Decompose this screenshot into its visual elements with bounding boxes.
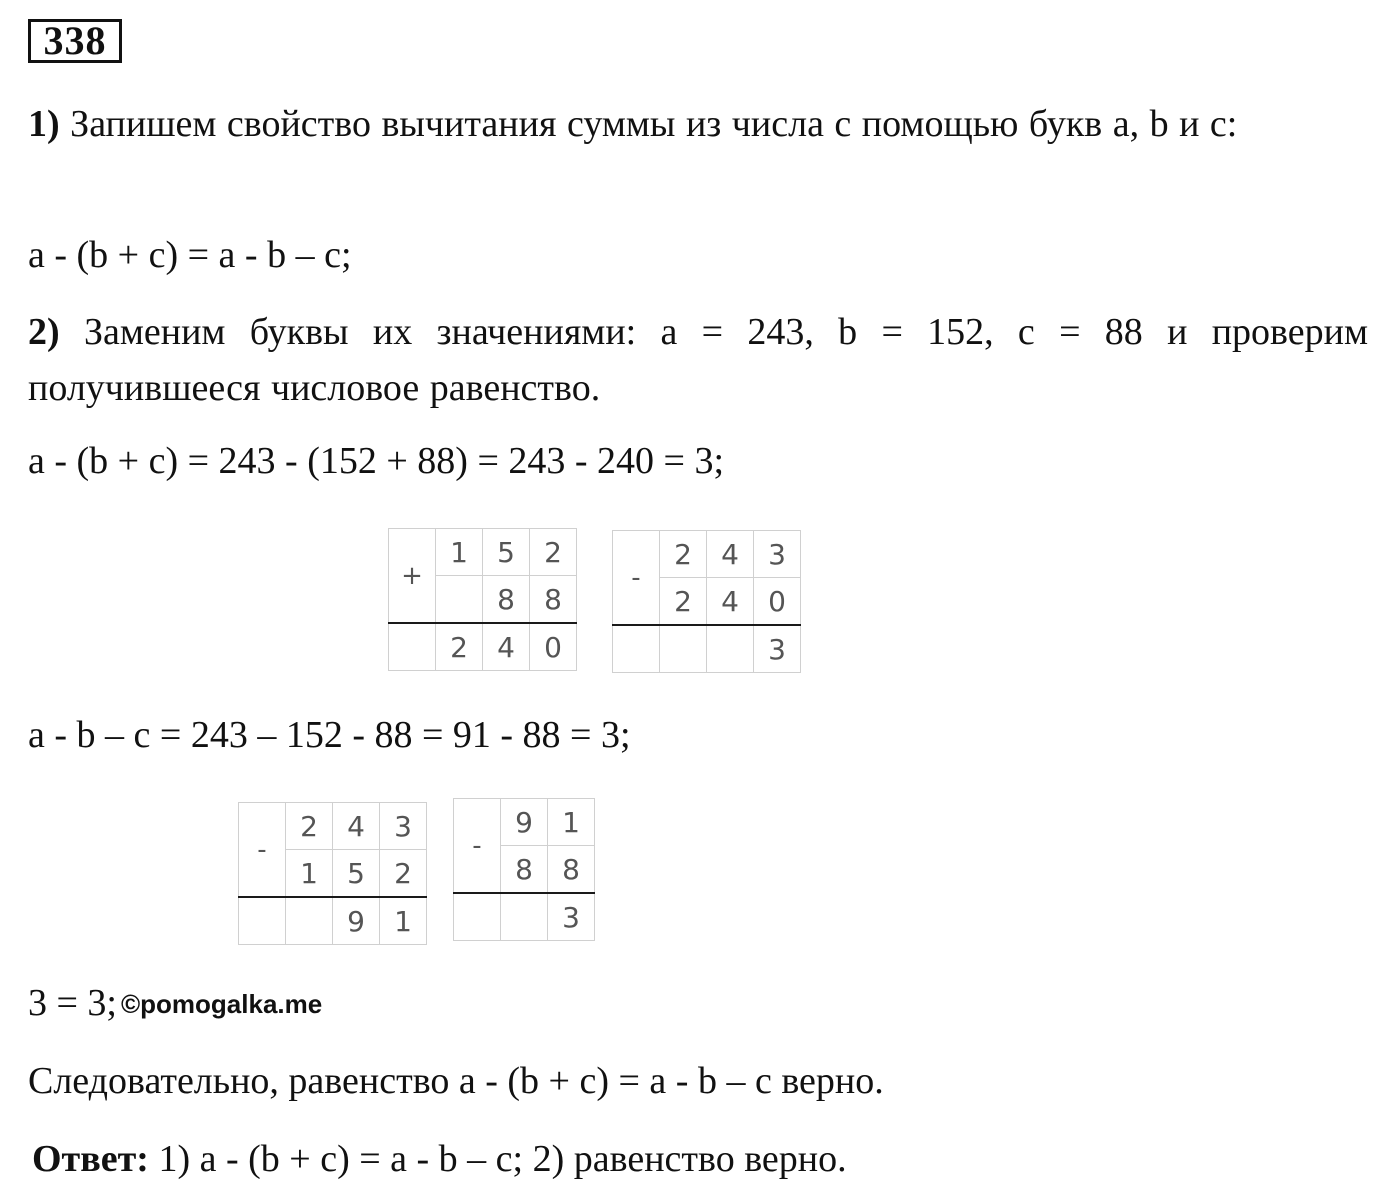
answer-label: Ответ:	[32, 1138, 149, 1180]
digit-cell: 2	[286, 803, 333, 850]
digit-cell	[286, 897, 333, 945]
digit-cell: 5	[483, 529, 530, 576]
column-subtraction-3	[453, 798, 595, 941]
digit-cell: 2	[530, 529, 577, 576]
digit-cell: 0	[754, 578, 801, 626]
digit-cell: 3	[380, 803, 427, 850]
digit-cell: 8	[548, 846, 595, 894]
digit-cell: 9	[333, 897, 380, 945]
digit-cell: 4	[707, 578, 754, 626]
digit-cell: 4	[707, 531, 754, 578]
part1-label: 1)	[28, 103, 60, 145]
task-number: 338	[28, 19, 122, 63]
part1-formula: a - (b + c) = a - b – c;	[28, 234, 352, 276]
operator-sign: +	[389, 529, 436, 624]
equality-line	[28, 976, 1372, 1031]
digit-cell: 4	[483, 623, 530, 671]
part2-statement	[28, 304, 1368, 416]
part2-text: Заменим буквы их значениями: a = 243, b = 152, c = 88 и проверим получившееся числовое равенство.	[28, 311, 1368, 409]
digit-cell: 8	[501, 846, 548, 894]
empty-cell	[454, 893, 501, 941]
equality-text: 3 = 3;	[28, 982, 117, 1024]
digit-cell: 5	[333, 850, 380, 898]
part1-text: Запишем свойство вычитания суммы из числа с помощью букв a, b и c:	[70, 103, 1238, 145]
answer-text: 1) a - (b + c) = a - b – c; 2) равенство верно.	[158, 1138, 847, 1180]
digit-cell: 8	[530, 576, 577, 624]
digit-cell	[501, 893, 548, 941]
digit-cell: 4	[333, 803, 380, 850]
digit-cell: 3	[754, 531, 801, 578]
operator-sign: -	[613, 531, 660, 626]
empty-cell	[613, 625, 660, 673]
empty-cell	[239, 897, 286, 945]
digit-cell	[436, 576, 483, 624]
digit-cell: 1	[548, 799, 595, 846]
digit-cell: 2	[380, 850, 427, 898]
operator-sign: -	[454, 799, 501, 894]
digit-cell: 0	[530, 623, 577, 671]
calc-line-1: a - (b + c) = 243 - (152 + 88) = 243 - 240 = 3;	[28, 440, 725, 482]
part2-label: 2)	[28, 311, 60, 353]
empty-cell	[389, 623, 436, 671]
digit-cell: 2	[660, 578, 707, 626]
watermark-text: ©pomogalka.me	[121, 989, 323, 1019]
conclusion-line: Следовательно, равенство a - (b + c) = a - b – c верно.	[28, 1060, 884, 1102]
answer-line	[32, 1132, 1372, 1186]
calc-line-2: a - b – c = 243 – 152 - 88 = 91 - 88 = 3;	[28, 714, 631, 756]
operator-sign: -	[239, 803, 286, 898]
digit-cell: 2	[436, 623, 483, 671]
column-subtraction-1	[612, 530, 801, 673]
digit-cell: 1	[380, 897, 427, 945]
digit-cell: 1	[436, 529, 483, 576]
digit-cell: 2	[660, 531, 707, 578]
part1-statement	[28, 96, 1368, 152]
digit-cell: 9	[501, 799, 548, 846]
digit-cell: 3	[548, 893, 595, 941]
column-subtraction-2	[238, 802, 427, 945]
column-addition-1	[388, 528, 577, 671]
digit-cell: 8	[483, 576, 530, 624]
digit-cell	[660, 625, 707, 673]
digit-cell: 3	[754, 625, 801, 673]
digit-cell	[707, 625, 754, 673]
digit-cell: 1	[286, 850, 333, 898]
